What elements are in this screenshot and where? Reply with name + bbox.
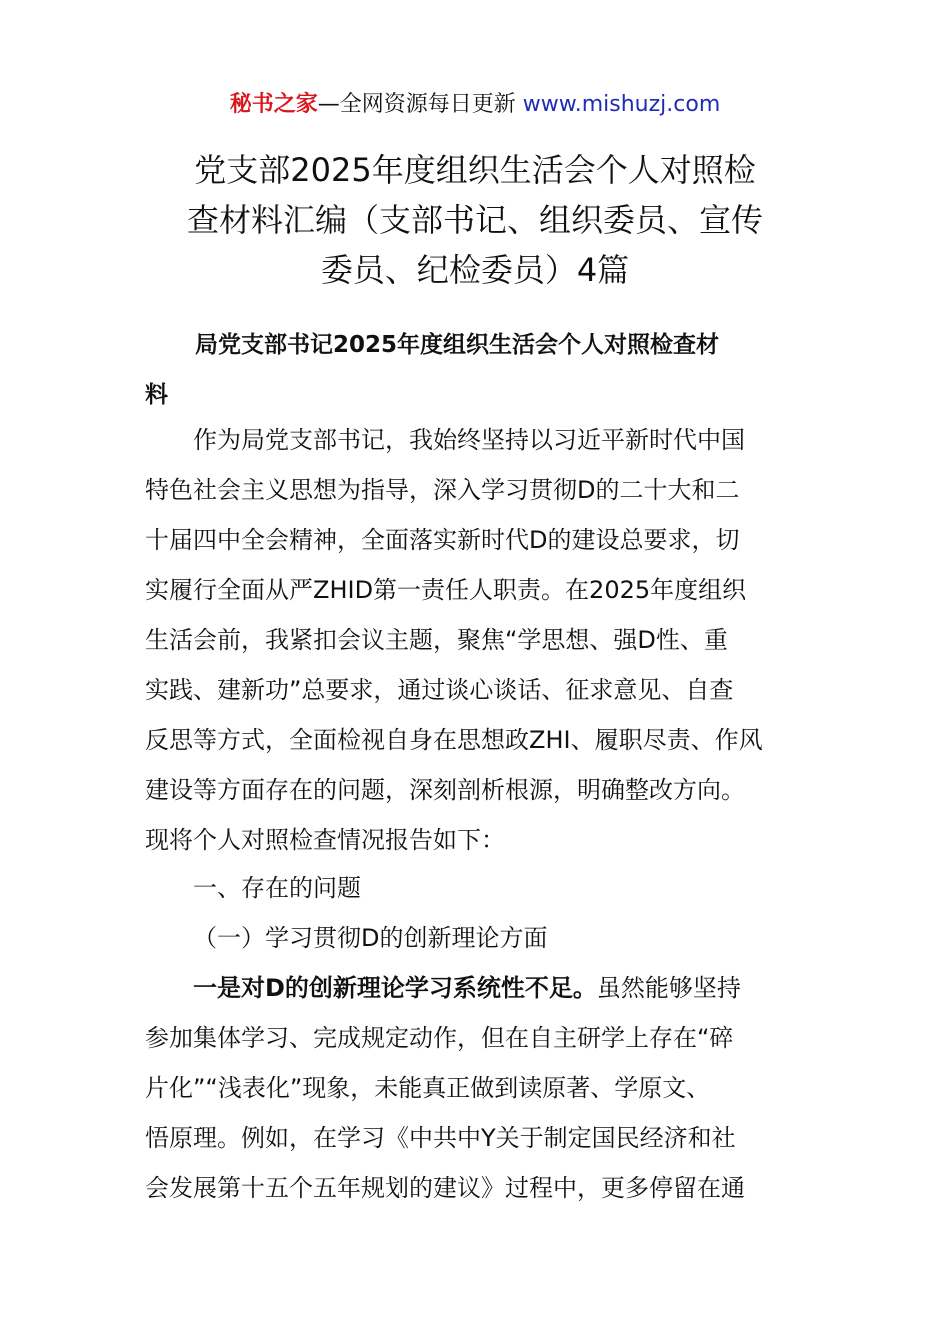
paragraph-line: 实践、建新功”总要求，通过谈心谈话、征求意见、自查 [145, 676, 734, 704]
site-header [0, 88, 950, 122]
paragraph-line: 作为局党支部书记，我始终坚持以习近平新时代中国 [193, 426, 745, 454]
paragraph-line: 反思等方式，全面检视自身在思想政ZHI、履职尽责、作风 [145, 726, 763, 754]
title-line: 委员、纪检委员）4篇 [320, 251, 630, 289]
paragraph-line: 特色社会主义思想为指导，深入学习贯彻D的二十大和二 [145, 476, 740, 504]
heading-text: 一、存在的问题 [193, 874, 361, 902]
paragraph-line: 悟原理。例如，在学习《中共中Y关于制定国民经济和社 [145, 1124, 736, 1152]
paragraph-line: 参加集体学习、完成规定动作，但在自主研学上存在“碎 [145, 1024, 734, 1052]
paragraph-line: 现将个人对照检查情况报告如下： [145, 826, 505, 854]
title-line: 查材料汇编（支部书记、组织委员、宣传 [186, 201, 763, 239]
paragraph-text: 虽然能够坚持 [596, 974, 741, 1002]
subheading-theory-study [145, 913, 810, 963]
brand-name: 秘书之家 [229, 92, 318, 117]
paragraph-line [145, 963, 810, 1013]
intro-paragraph [145, 415, 810, 865]
title-line: 党支部2025年度组织生活会个人对照检 [194, 151, 756, 189]
section-heading-line: 料 [145, 382, 168, 408]
subheading-text: （一）学习贯彻D的创新理论方面 [193, 924, 548, 952]
paragraph-line: 建设等方面存在的问题，深刻剖析根源，明确整改方向。 [145, 776, 745, 804]
paragraph-line: 实履行全面从严ZHID第一责任人职责。在2025年度组织 [145, 576, 747, 604]
heading-existing-problems [145, 863, 810, 913]
paragraph-line: 生活会前，我紧扣会议主题，聚焦“学思想、强D性、重 [145, 626, 728, 654]
document-title [145, 145, 805, 295]
problem-one-paragraph [145, 963, 810, 1213]
paragraph-line: 片化”“浅表化”现象，未能真正做到读原著、学原文、 [145, 1074, 711, 1102]
site-url-link[interactable]: www.mishuzj.com [522, 92, 721, 117]
paragraph-line: 十届四中全会精神，全面落实新时代D的建设总要求，切 [145, 526, 740, 554]
problem-lead: 一是对D的创新理论学习系统性不足。 [193, 974, 597, 1002]
header-slogan: —全网资源每日更新 [317, 92, 523, 117]
paragraph-line: 会发展第十五个五年规划的建议》过程中，更多停留在通 [145, 1174, 745, 1202]
section-heading [145, 320, 810, 420]
section-heading-line: 局党支部书记2025年度组织生活会个人对照检查材 [195, 332, 720, 358]
